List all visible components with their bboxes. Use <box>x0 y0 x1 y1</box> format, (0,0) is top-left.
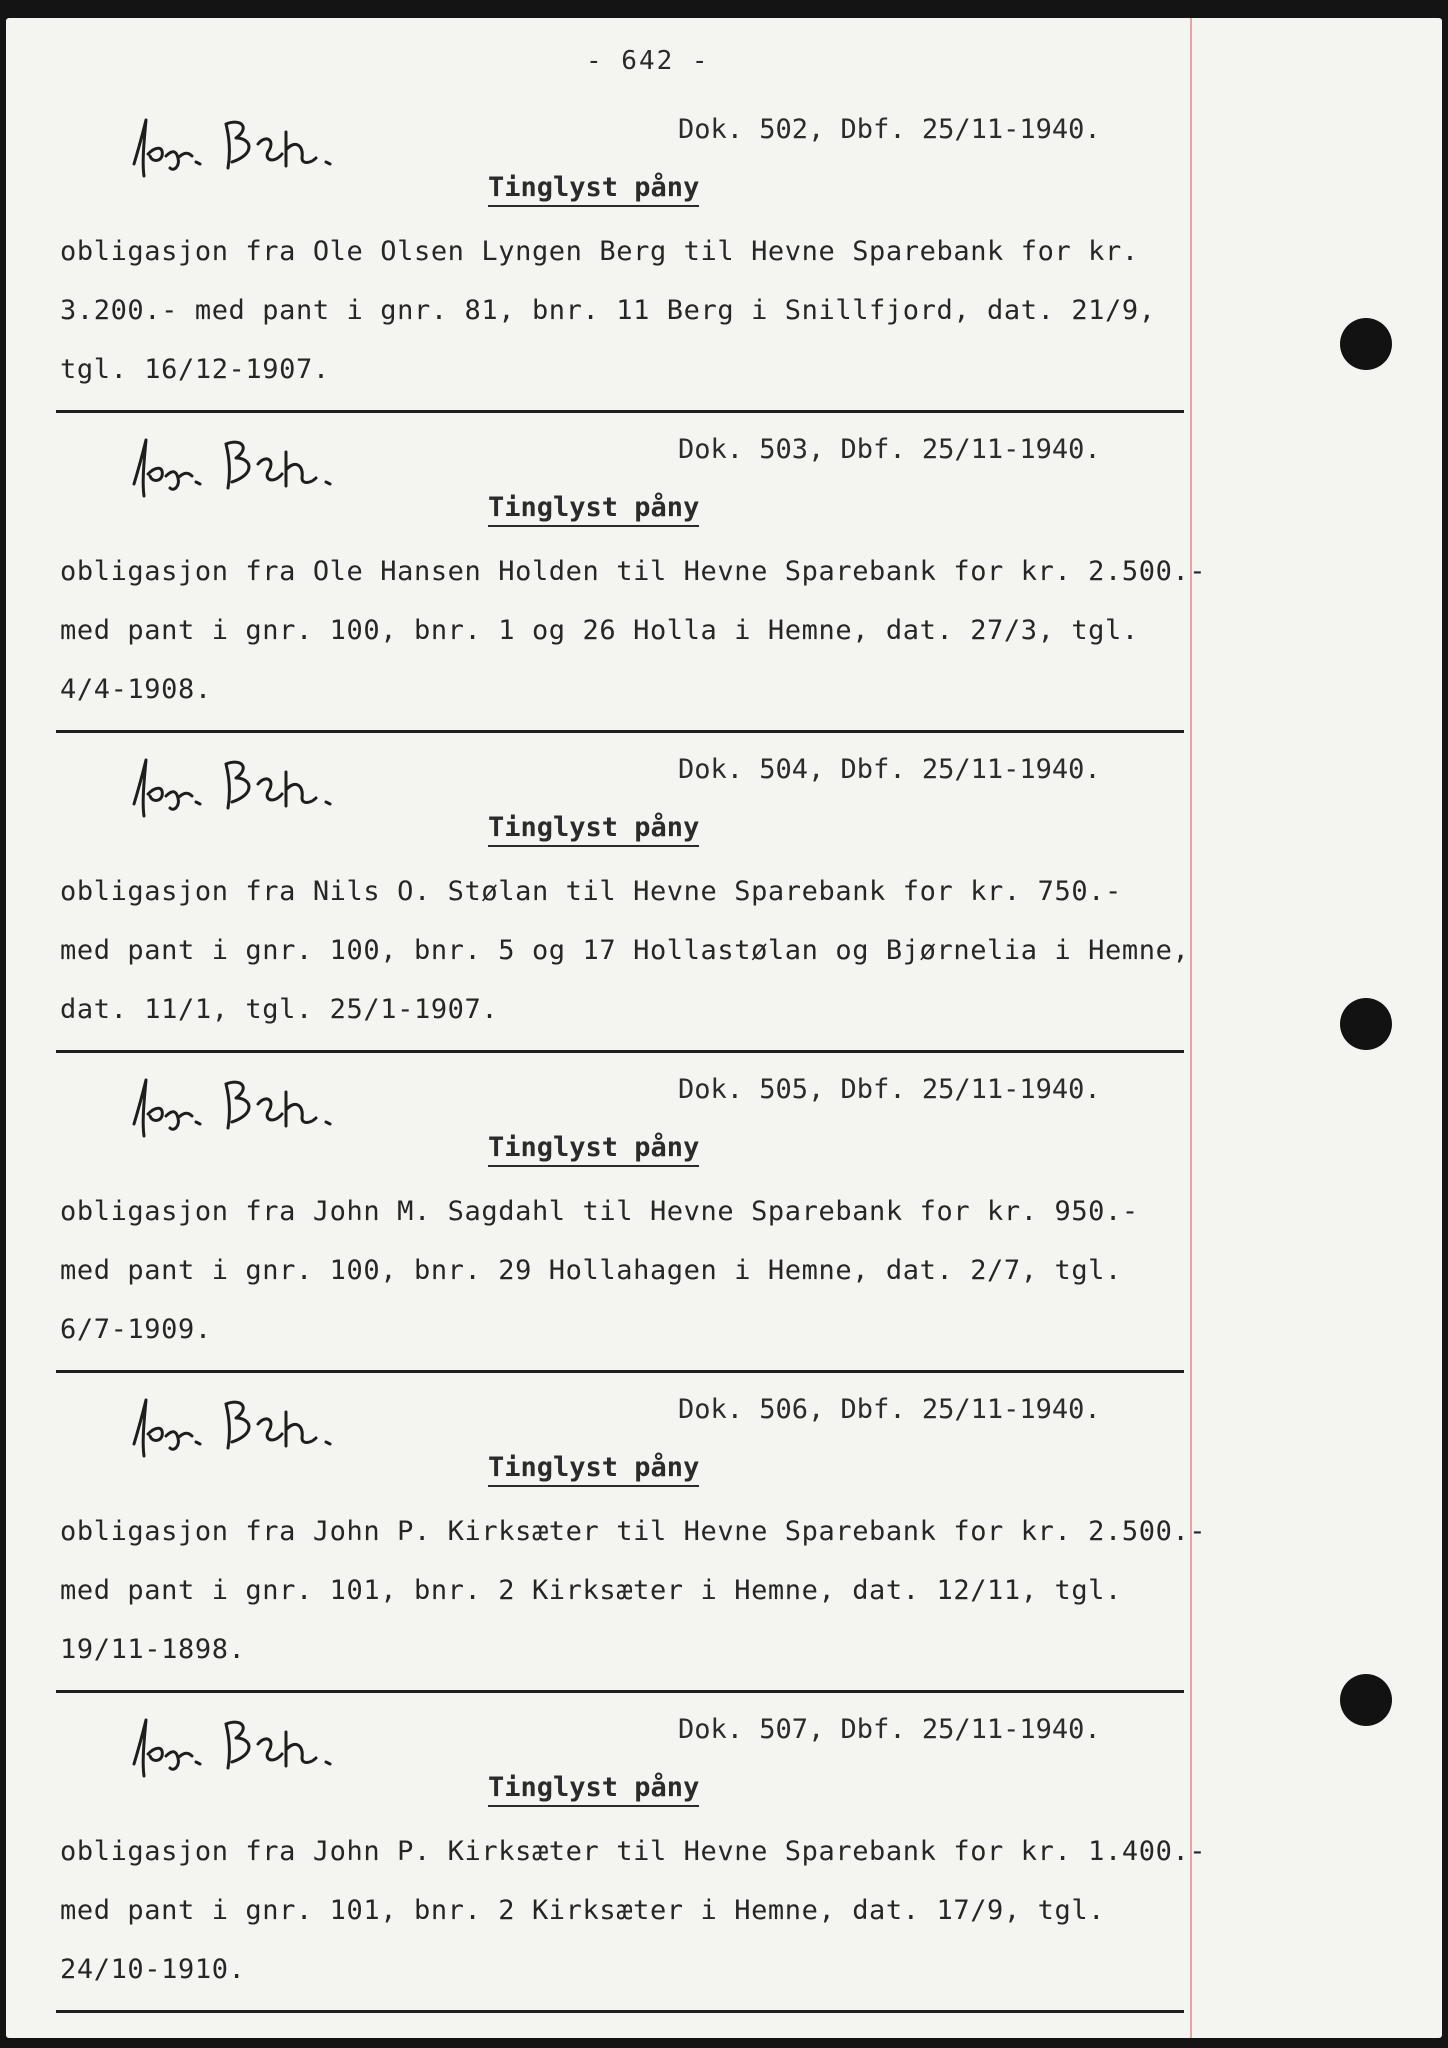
document-reference: Dok. 504, Dbf. 25/11-1940. <box>678 754 1101 785</box>
entry-text-line-1: obligasjon fra John P. Kirksæter til Hevne Sparebank for kr. 1.400.- <box>60 1836 1207 1867</box>
entry-text-line-2: 3.200.- med pant i gnr. 81, bnr. 11 Berg i Snillfjord, dat. 21/9, <box>60 295 1156 326</box>
entry-separator <box>56 410 1184 413</box>
entry-heading: Tinglyst påny <box>488 1132 699 1167</box>
document-reference: Dok. 507, Dbf. 25/11-1940. <box>678 1714 1101 1745</box>
handwritten-signature <box>126 1070 346 1140</box>
handwritten-signature <box>126 430 346 500</box>
entry-heading: Tinglyst påny <box>488 812 699 847</box>
entry-heading: Tinglyst påny <box>488 1452 699 1487</box>
entry-text-line-2: med pant i gnr. 100, bnr. 5 og 17 Hollastølan og Bjørnelia i Hemne, <box>60 935 1190 966</box>
document-reference: Dok. 506, Dbf. 25/11-1940. <box>678 1394 1101 1425</box>
document-reference: Dok. 502, Dbf. 25/11-1940. <box>678 114 1101 145</box>
entry-separator <box>56 1050 1184 1053</box>
entry-text-line-2: med pant i gnr. 100, bnr. 1 og 26 Holla i Hemne, dat. 27/3, tgl. <box>60 615 1139 646</box>
register-entry-2 <box>6 430 1207 750</box>
register-entry-3 <box>6 750 1190 1070</box>
entry-separator <box>56 730 1184 733</box>
handwritten-signature <box>126 1710 346 1780</box>
document-reference: Dok. 505, Dbf. 25/11-1940. <box>678 1074 1101 1105</box>
handwritten-signature <box>126 750 346 820</box>
register-entry-6 <box>6 1710 1207 2030</box>
punch-hole-top <box>1340 318 1392 370</box>
entry-text-line-2: med pant i gnr. 100, bnr. 29 Hollahagen i Hemne, dat. 2/7, tgl. <box>60 1255 1122 1286</box>
margin-rule <box>1190 18 1192 2038</box>
document-page <box>6 18 1442 2038</box>
entry-separator <box>56 2010 1184 2013</box>
entry-text-line-1: obligasjon fra Ole Olsen Lyngen Berg til Hevne Sparebank for kr. <box>60 236 1139 267</box>
entry-text-line-3: dat. 11/1, tgl. 25/1-1907. <box>60 994 499 1025</box>
entry-text-line-3: 6/7-1909. <box>60 1314 212 1345</box>
entry-text-line-3: tgl. 16/12-1907. <box>60 354 330 385</box>
punch-hole-middle <box>1340 998 1392 1050</box>
entry-text-line-1: obligasjon fra John M. Sagdahl til Hevne Sparebank for kr. 950.- <box>60 1196 1139 1227</box>
entry-text-line-2: med pant i gnr. 101, bnr. 2 Kirksæter i Hemne, dat. 12/11, tgl. <box>60 1575 1122 1606</box>
entry-separator <box>56 1690 1184 1693</box>
register-entry-1 <box>6 110 1186 430</box>
entry-heading: Tinglyst påny <box>488 172 699 207</box>
entry-text-line-3: 4/4-1908. <box>60 674 212 705</box>
handwritten-signature <box>126 110 346 180</box>
register-entry-5 <box>6 1390 1207 1710</box>
entry-text-line-3: 19/11-1898. <box>60 1634 246 1665</box>
entry-text-line-1: obligasjon fra Ole Hansen Holden til Hevne Sparebank for kr. 2.500.- <box>60 556 1207 587</box>
entry-heading: Tinglyst påny <box>488 492 699 527</box>
punch-hole-bottom <box>1340 1674 1392 1726</box>
entry-text-line-3: 24/10-1910. <box>60 1954 246 1985</box>
document-reference: Dok. 503, Dbf. 25/11-1940. <box>678 434 1101 465</box>
entry-text-line-1: obligasjon fra Nils O. Stølan til Hevne Sparebank for kr. 750.- <box>60 876 1122 907</box>
page-number: - 642 - <box>586 46 710 76</box>
entry-text-line-2: med pant i gnr. 101, bnr. 2 Kirksæter i Hemne, dat. 17/9, tgl. <box>60 1895 1106 1926</box>
register-entry-4 <box>6 1070 1186 1390</box>
entry-text-line-1: obligasjon fra John P. Kirksæter til Hevne Sparebank for kr. 2.500.- <box>60 1516 1207 1547</box>
handwritten-signature <box>126 1390 346 1460</box>
entry-heading: Tinglyst påny <box>488 1772 699 1807</box>
entry-separator <box>56 1370 1184 1373</box>
